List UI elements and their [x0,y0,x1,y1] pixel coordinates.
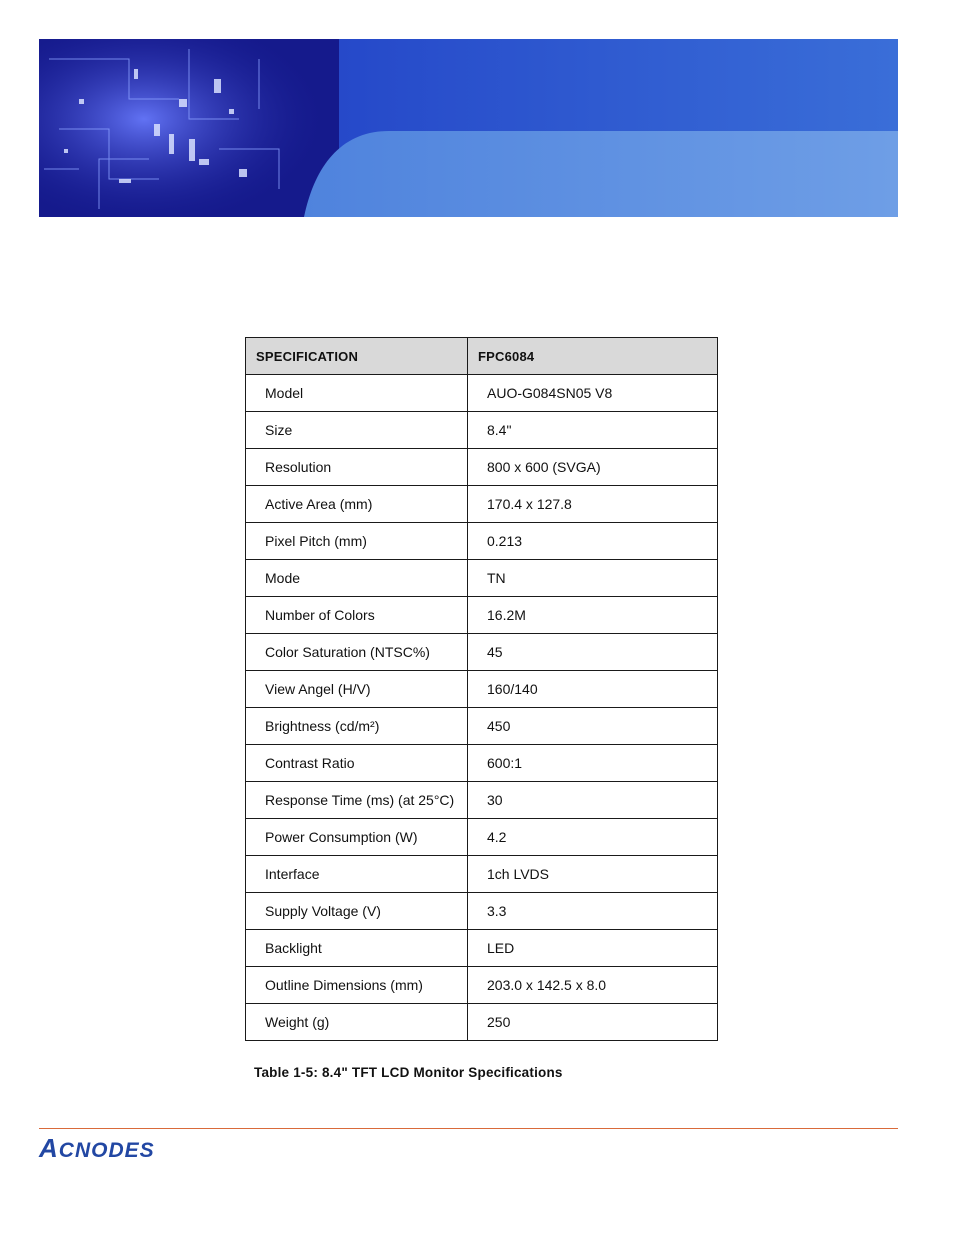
spec-label: Supply Voltage (V) [246,893,468,930]
spec-value: 1ch LVDS [468,856,718,893]
header-banner [39,39,898,217]
table-row [246,560,718,597]
table-row [246,486,718,523]
spec-value: 16.2M [468,597,718,634]
spec-value: 800 x 600 (SVGA) [468,449,718,486]
spec-label: Power Consumption (W) [246,819,468,856]
spec-label: Interface [246,856,468,893]
spec-value: 8.4" [468,412,718,449]
acnodes-logo [39,1133,155,1164]
spec-value: LED [468,930,718,967]
spec-label: Weight (g) [246,1004,468,1041]
spec-label: Contrast Ratio [246,745,468,782]
logo-rest: CNODES [58,1139,155,1162]
spec-value: TN [468,560,718,597]
table-header-row [246,338,718,375]
spec-label: Size [246,412,468,449]
spec-label: Outline Dimensions (mm) [246,967,468,1004]
spec-value: 203.0 x 142.5 x 8.0 [468,967,718,1004]
header-model-code: FPC6084 [468,338,718,375]
logo-initial: A [39,1133,59,1163]
spec-label: Active Area (mm) [246,486,468,523]
table-row [246,375,718,412]
spec-value: 0.213 [468,523,718,560]
footer-divider [39,1128,898,1129]
header-specification: SPECIFICATION [246,338,468,375]
table-row [246,1004,718,1041]
spec-label: Backlight [246,930,468,967]
spec-value: AUO-G084SN05 V8 [468,375,718,412]
spec-label: Resolution [246,449,468,486]
table-row [246,634,718,671]
spec-value: 3.3 [468,893,718,930]
table-row [246,856,718,893]
table-row [246,449,718,486]
spec-label: Brightness (cd/m²) [246,708,468,745]
spec-value: 450 [468,708,718,745]
table-row [246,819,718,856]
table-row [246,930,718,967]
spec-table [245,337,718,1041]
spec-label: Pixel Pitch (mm) [246,523,468,560]
table-row [246,671,718,708]
table-row [246,523,718,560]
spec-value: 30 [468,782,718,819]
spec-value: 45 [468,634,718,671]
circuit-board-graphic [39,39,898,217]
spec-label: Response Time (ms) (at 25°C) [246,782,468,819]
spec-label: View Angel (H/V) [246,671,468,708]
spec-label: Mode [246,560,468,597]
spec-label: Number of Colors [246,597,468,634]
table-caption: Table 1-5: 8.4" TFT LCD Monitor Specifications [254,1065,563,1080]
table-row [246,745,718,782]
spec-value: 170.4 x 127.8 [468,486,718,523]
spec-label: Color Saturation (NTSC%) [246,634,468,671]
table-row [246,967,718,1004]
spec-value: 250 [468,1004,718,1041]
table-row [246,893,718,930]
spec-value: 4.2 [468,819,718,856]
table-row [246,412,718,449]
table-row [246,782,718,819]
spec-label: Model [246,375,468,412]
spec-value: 160/140 [468,671,718,708]
spec-value: 600:1 [468,745,718,782]
table-row [246,597,718,634]
table-row [246,708,718,745]
